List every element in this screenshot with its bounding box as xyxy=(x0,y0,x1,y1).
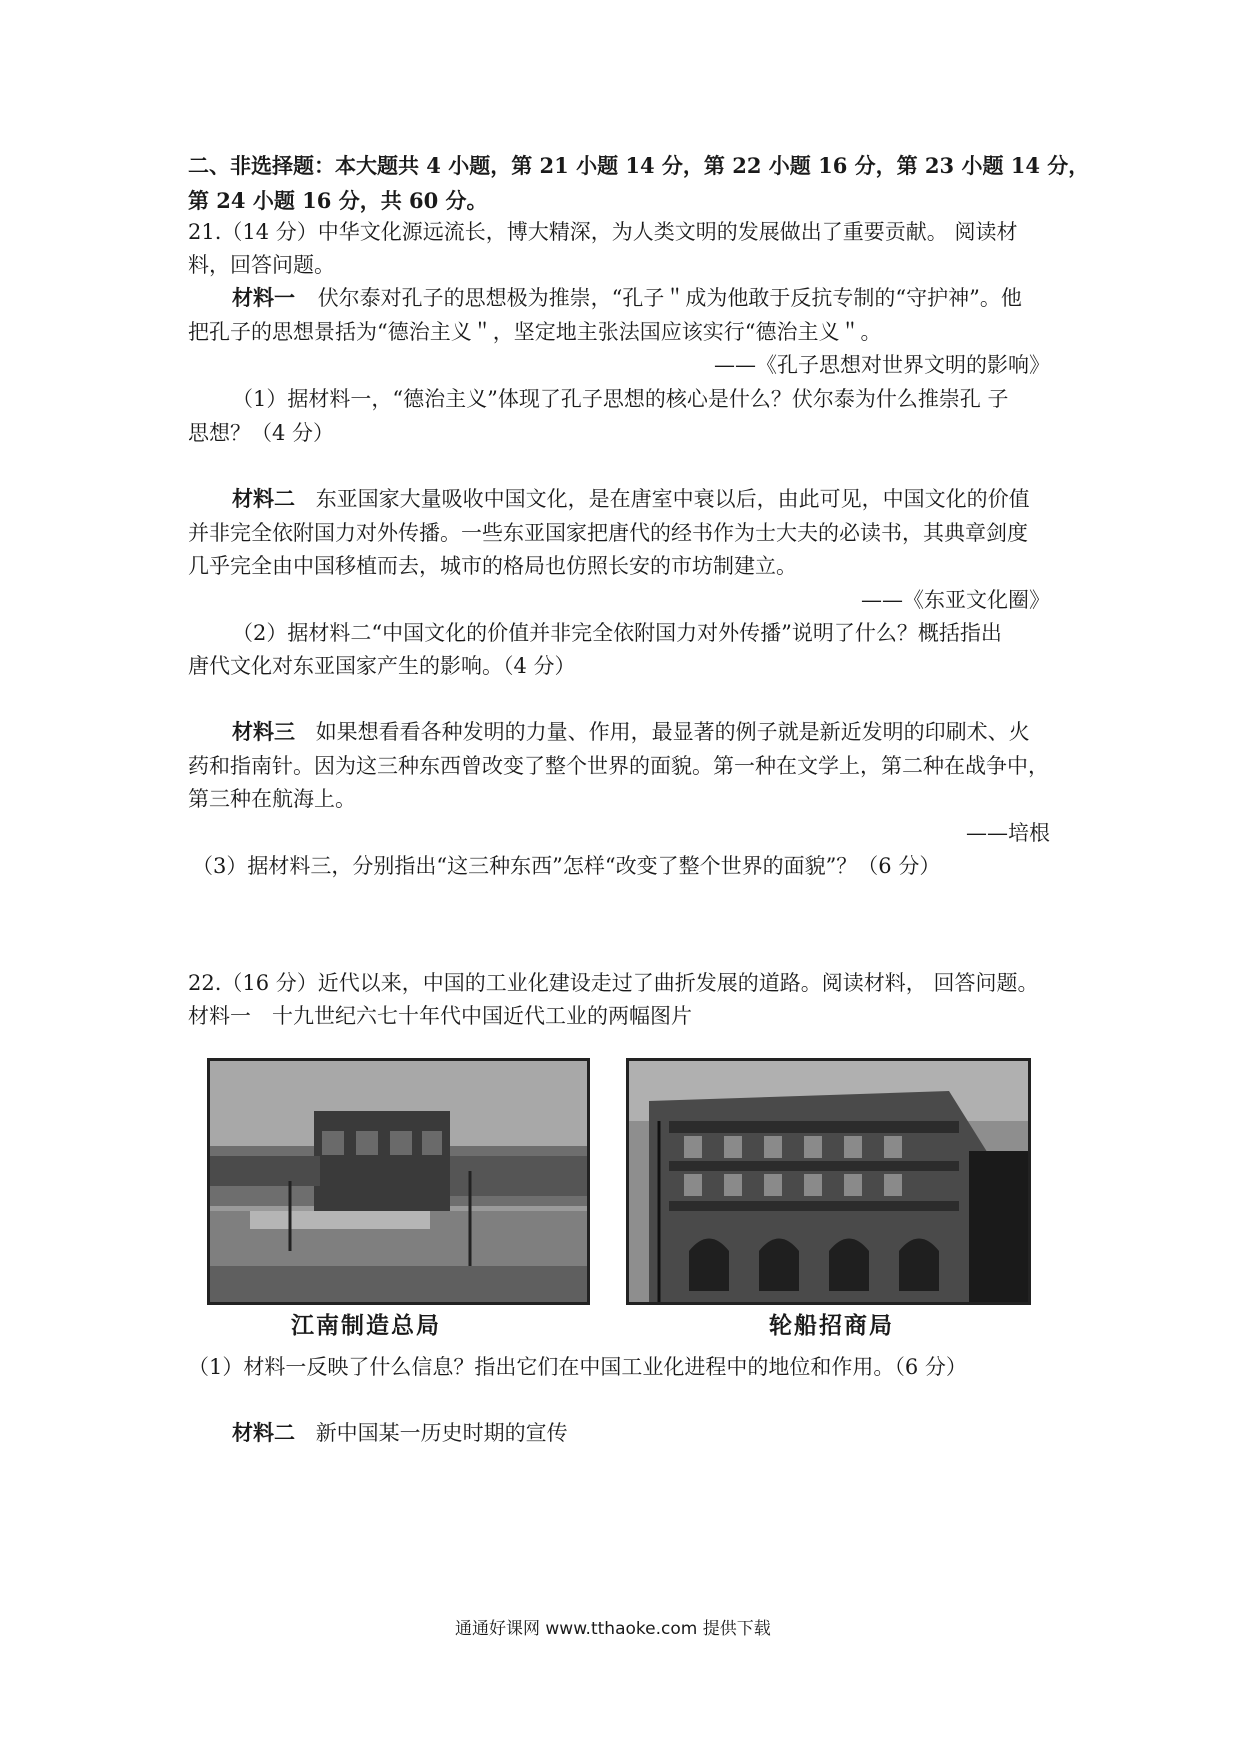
china-merchants-caption: 轮船招商局 xyxy=(769,1312,894,1339)
q22-material-1-title: 材料一 十九世纪六七十年代中国近代工业的两幅图片 xyxy=(188,1004,692,1028)
q22-question-1-line-1: （1）材料一反映了什么信息？指出它们在中国工业化进程中的地位和作用。（6 分） xyxy=(188,1355,967,1379)
q21-material-3-line-2: 药和指南针。因为这三种东西曾改变了整个世界的面貌。第一种在文学上，第二种在战争中， xyxy=(188,754,1049,778)
q21-question-3-line-1: （3）据材料三，分别指出“这三种东西”怎样“改变了整个世界的面貌”？（6 分） xyxy=(192,854,941,878)
section-header-line-1: 二、非选择题：本大题共 4 小题，第 21 小题 14 分，第 22 小题 16 分，第 23 小题 14 分， xyxy=(188,153,1090,178)
material-2-text: 东亚国家大量吸收中国文化，是在唐室中衰以后，由此可见，中国文化的价值 xyxy=(315,487,1030,511)
q21-material-1-line-1 xyxy=(232,283,1022,313)
q21-material-2-line-2: 并非完全依附国力对外传播。一些东亚国家把唐代的经书作为士大夫的必读书，其典章剑度 xyxy=(188,521,1028,545)
q21-material-2-line-3: 几乎完全由中国移植而去，城市的格局也仿照长安的市坊制建立。 xyxy=(188,554,797,578)
q21-material-3-source: ——培根 xyxy=(966,821,1050,845)
q21-material-1-line-2: 把孔子的思想景括为“德治主义＂，坚定地主张法国应该实行“德治主义＂。 xyxy=(188,320,882,344)
china-merchants-photo xyxy=(626,1058,1031,1305)
q21-intro-line-2: 料，回答问题。 xyxy=(188,253,335,277)
q21-question-1-line-1: （1）据材料一，“德治主义”体现了孔子思想的核心是什么？伏尔泰为什么推崇孔 子 xyxy=(232,387,1009,411)
q21-question-2-line-1: （2）据材料二“中国文化的价值并非完全依附国力对外传播”说明了什么？概括指出 xyxy=(232,621,1002,645)
q22-intro-line-1: 22.（16 分）近代以来，中国的工业化建设走过了曲折发展的道路。阅读材料， 回答问题。 xyxy=(188,971,1039,995)
q22-material-2-line-1 xyxy=(232,1418,568,1448)
q21-material-3-line-1 xyxy=(232,717,1030,747)
material-3-text: 如果想看看各种发明的力量、作用，最显著的例子就是新近发明的印刷术、火 xyxy=(315,720,1030,744)
material-1-text: 伏尔泰对孔子的思想极为推崇，“孔子＂成为他敢于反抗专制的“守护神”。他 xyxy=(317,286,1022,310)
footer-download-note: 通通好课网 www.tthaoke.com 提供下载 xyxy=(455,1619,771,1639)
q21-material-2-source: ——《东亚文化圈》 xyxy=(861,588,1050,612)
jiangnan-arsenal-photo xyxy=(207,1058,590,1305)
jiangnan-arsenal-caption: 江南制造总局 xyxy=(291,1312,441,1339)
material-2-label: 材料二 xyxy=(232,486,295,511)
q21-material-1-source: ——《孔子思想对世界文明的影响》 xyxy=(714,353,1050,377)
q21-material-3-line-3: 第三种在航海上。 xyxy=(188,787,356,811)
q21-intro-line-1: 21.（14 分）中华文化源远流长，博大精深，为人类文明的发展做出了重要贡献。 阅读材 xyxy=(188,220,1018,244)
q21-question-1-line-2: 思想？（4 分） xyxy=(188,421,335,445)
section-header-line-2: 第 24 小题 16 分，共 60 分。 xyxy=(188,188,488,213)
q21-material-2-line-1 xyxy=(232,484,1030,514)
q22-material-2-label: 材料二 xyxy=(232,1420,295,1445)
material-1-label: 材料一 xyxy=(232,285,295,310)
material-3-label: 材料三 xyxy=(232,719,295,744)
q21-question-2-line-2: 唐代文化对东亚国家产生的影响。（4 分） xyxy=(188,654,576,678)
jiangnan-arsenal-illustration xyxy=(210,1061,587,1302)
q22-material-2-text: 新中国某一历史时期的宣传 xyxy=(315,1421,568,1445)
china-merchants-illustration xyxy=(629,1061,1028,1302)
